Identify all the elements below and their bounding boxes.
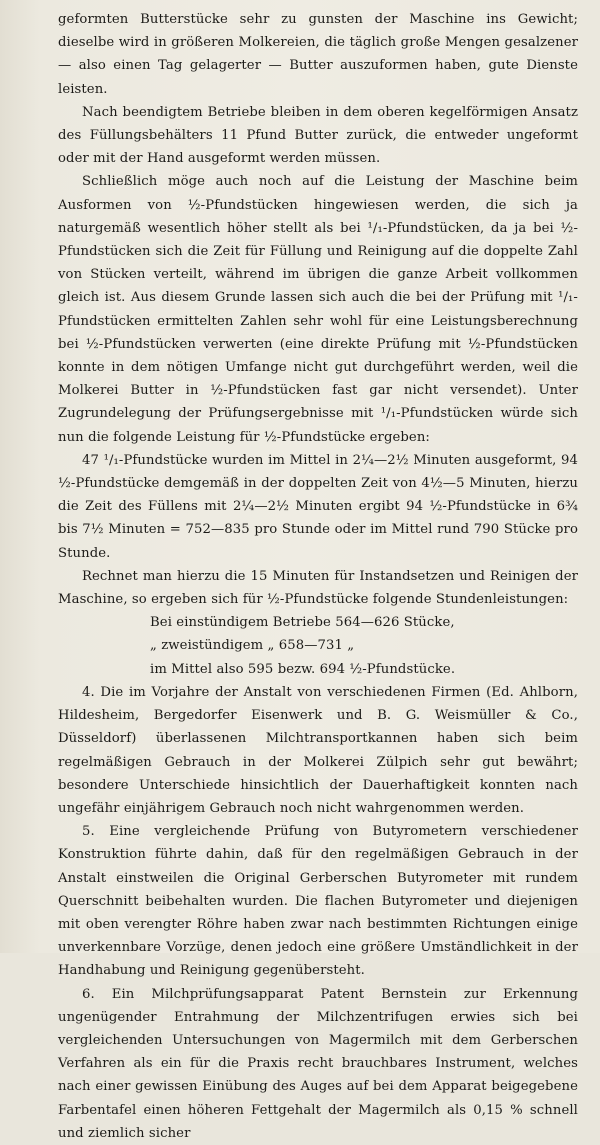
paragraph-item-5: 5. Eine vergleichende Prüfung von Butyrometern verschiedener Konstruktion führte dahin, daß für den regelmäßigen Gebrauch in der Anstalt einstweilen die Original Gerberschen Butyrometer mit rundem Querschnitt beibehalten wurden. Die flachen Butyrometer und diejenigen mit oben verengter Röhre haben zwar nach bestimmten Richtungen einige unverkennbare Vorzüge, denen jedoch eine größere Umständlichkeit in der Handhabung und Reinigung gegenübersteht. xyxy=(58,824,578,979)
paragraph-hourly-output: Rechnet man hierzu die 15 Minuten für Instandsetzen und Reinigen der Maschine, so ergeben sich für ½-Pfundstücke folgende Stundenleistungen: xyxy=(58,568,578,608)
output-line-average: im Mittel also 595 bezw. 694 ½-Pfundstücke. xyxy=(150,661,456,677)
paragraph-residue: Nach beendigtem Betriebe bleiben in dem oberen kegelförmigen Ansatz des Füllungsbehälters 11 Pfund Butter zurück, die entweder ungeformt oder mit der Hand ausgeformt werden müssen. xyxy=(58,104,578,167)
output-line-one-hour: Bei einstündigem Betriebe 564—626 Stücke, xyxy=(150,615,455,631)
paragraph-item-4: 4. Die im Vorjahre der Anstalt von verschiedenen Firmen (Ed. Ahlborn, Hildesheim, Bergedorfer Eisenwerk und B. G. Weismüller & Co., Düsseldorf) überlassenen Milchtransportkannen haben sich beim regelmäßigen Gebrauch in der Molkerei Zülpich sehr gut bewährt; besondere Unterschiede hinsichtlich der Dauerhaftigkeit konnten nach ungefähr einjährigem Gebrauch noch nicht wahrgenommen werden. xyxy=(58,684,578,816)
paragraph-butter-continuation: geformten Butterstücke sehr zu gunsten der Maschine ins Gewicht; dieselbe wird in größeren Molkereien, die täglich große Mengen gesalzener — also einen Tag gelagerter — Butter auszuformen haben, gute Dienste leisten. xyxy=(58,12,578,97)
paragraph-half-pound: Schließlich möge auch noch auf die Leistung der Maschine beim Ausformen von ½-Pfundstücken hingewiesen werden, die sich ja naturgemäß wesentlich höher stellt als bei ¹/₁-Pfundstücken, da ja bei ½-Pfundstücken sich die Zeit für Füllung und Reinigung auf die doppelte Zahl von Stücken verteilt, während im übrigen die ganze Arbeit vollkommen gleich ist. Aus diesem Grunde lassen sich auch die bei der Prüfung mit ¹/₁-Pfundstücken ermittelten Zahlen sehr wohl für eine Leistungsberechnung bei ½-Pfundstücken verwerten (eine direkte Prüfung mit ½-Pfundstücken konnte in dem nötigen Umfange nicht gut durchgeführt werden, weil die Molkerei Butter in ½-Pfundstücken fast gar nicht versendet). Unter Zugrundelegung der Prüfungsergebnisse mit ¹/₁-Pfundstücken würde sich nun die folgende Leistung für ½-Pfundstücke ergeben: xyxy=(58,174,578,445)
output-line-two-hours: „ zweistündigem „ 658—731 „ xyxy=(150,638,355,654)
paragraph-item-6: 6. Ein Milchprüfungsapparat Patent Bernstein zur Erkennung ungenügender Entrahmung der Milchzentrifugen erwies sich bei vergleichenden Untersuchungen von Magermilch mit dem Gerberschen Verfahren als ein für die Praxis recht brauchbares Instrument, welches nach einer gewissen Einübung des Auges auf bei dem Apparat beigegebene Farbentafel einen höheren Fettgehalt der Magermilch als 0,15 % schnell und ziemlich sicher xyxy=(58,986,578,1141)
paragraph-calculation: 47 ¹/₁-Pfundstücke wurden im Mittel in 2¼—2½ Minuten ausgeformt, 94 ½-Pfundstücke demgemäß in der doppelten Zeit von 4½—5 Minuten, hierzu die Zeit des Füllens mit 2¼—2½ Minuten ergibt 94 ½-Pfundstücke in 6¾ bis 7½ Minuten = 752—835 pro Stunde oder im Mittel rund 790 Stücke pro Stunde. xyxy=(58,452,578,561)
